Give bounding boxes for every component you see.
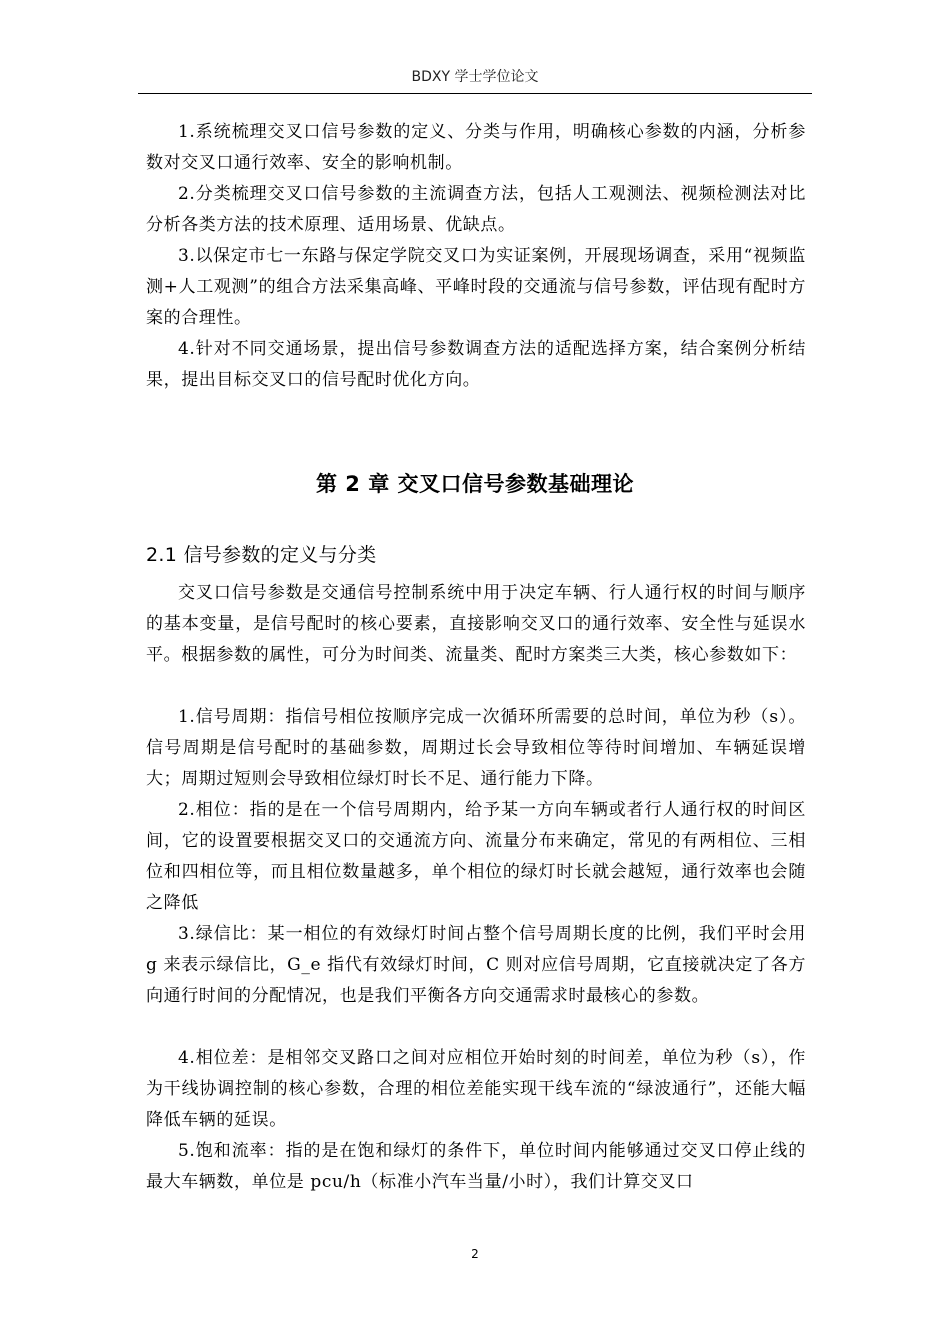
body-paragraph-saturation: 5.饱和流率：指的是在饱和绿灯的条件下，单位时间内能够通过交叉口停止线的最大车辆数，单位是 pcu/h（标准小汽车当量/小时），我们计算交叉口 xyxy=(146,1141,806,1192)
body-paragraph-offset: 4.相位差：是相邻交叉路口之间对应相位开始时刻的时间差，单位为秒（s），作为干线协调控制的核心参数，合理的相位差能实现干线车流的“绿波通行”，还能大幅降低车辆的延误。 xyxy=(146,1048,806,1130)
running-header: BDXY 学士学位论文 xyxy=(411,69,539,85)
page-number: 2 xyxy=(471,1247,479,1261)
body-paragraph-cycle: 1.信号周期：指信号相位按顺序完成一次循环所需要的总时间，单位为秒（s）。信号周期是信号配时的基础参数，周期过长会导致相位等待时间增加、车辆延误增大；周期过短则会导致相位绿灯时长不足、通行能力下降。 xyxy=(146,707,806,789)
section-title: 2.1 信号参数的定义与分类 xyxy=(146,544,377,566)
body-paragraph-split: 3.绿信比：某一相位的有效绿灯时间占整个信号周期长度的比例，我们平时会用 g 来表示绿信比，G_e 指代有效绿灯时间，C 则对应信号周期，它直接就决定了各方向通行时间的分配情况，也是我们平衡各方向交通需求时最核心的参数。 xyxy=(146,924,806,1006)
intro-item-3: 3.以保定市七一东路与保定学院交叉口为实证案例，开展现场调查，采用“视频监测+人工观测”的组合方法采集高峰、平峰时段的交通流与信号参数，评估现有配时方案的合理性。 xyxy=(146,246,806,328)
header-rule xyxy=(138,93,812,94)
intro-item-1: 1.系统梳理交叉口信号参数的定义、分类与作用，明确核心参数的内涵，分析参数对交叉口通行效率、安全的影响机制。 xyxy=(146,122,806,173)
intro-item-2: 2.分类梳理交叉口信号参数的主流调查方法，包括人工观测法、视频检测法对比分析各类方法的技术原理、适用场景、优缺点。 xyxy=(146,184,806,235)
chapter-title: 第 2 章 交叉口信号参数基础理论 xyxy=(315,472,635,496)
body-paragraph-intro: 交叉口信号参数是交通信号控制系统中用于决定车辆、行人通行权的时间与顺序的基本变量，是信号配时的核心要素，直接影响交叉口的通行效率、安全性与延误水平。根据参数的属性，可分为时间类、流量类、配时方案类三大类，核心参数如下： xyxy=(146,583,806,665)
intro-item-4: 4.针对不同交通场景，提出信号参数调查方法的适配选择方案，结合案例分析结果，提出目标交叉口的信号配时优化方向。 xyxy=(146,339,806,390)
body-paragraph-phase: 2.相位：指的是在一个信号周期内，给予某一方向车辆或者行人通行权的时间区间，它的设置要根据交叉口的交通流方向、流量分布来确定，常见的有两相位、三相位和四相位等，而且相位数量越多，单个相位的绿灯时长就会越短，通行效率也会随之降低 xyxy=(146,800,806,913)
